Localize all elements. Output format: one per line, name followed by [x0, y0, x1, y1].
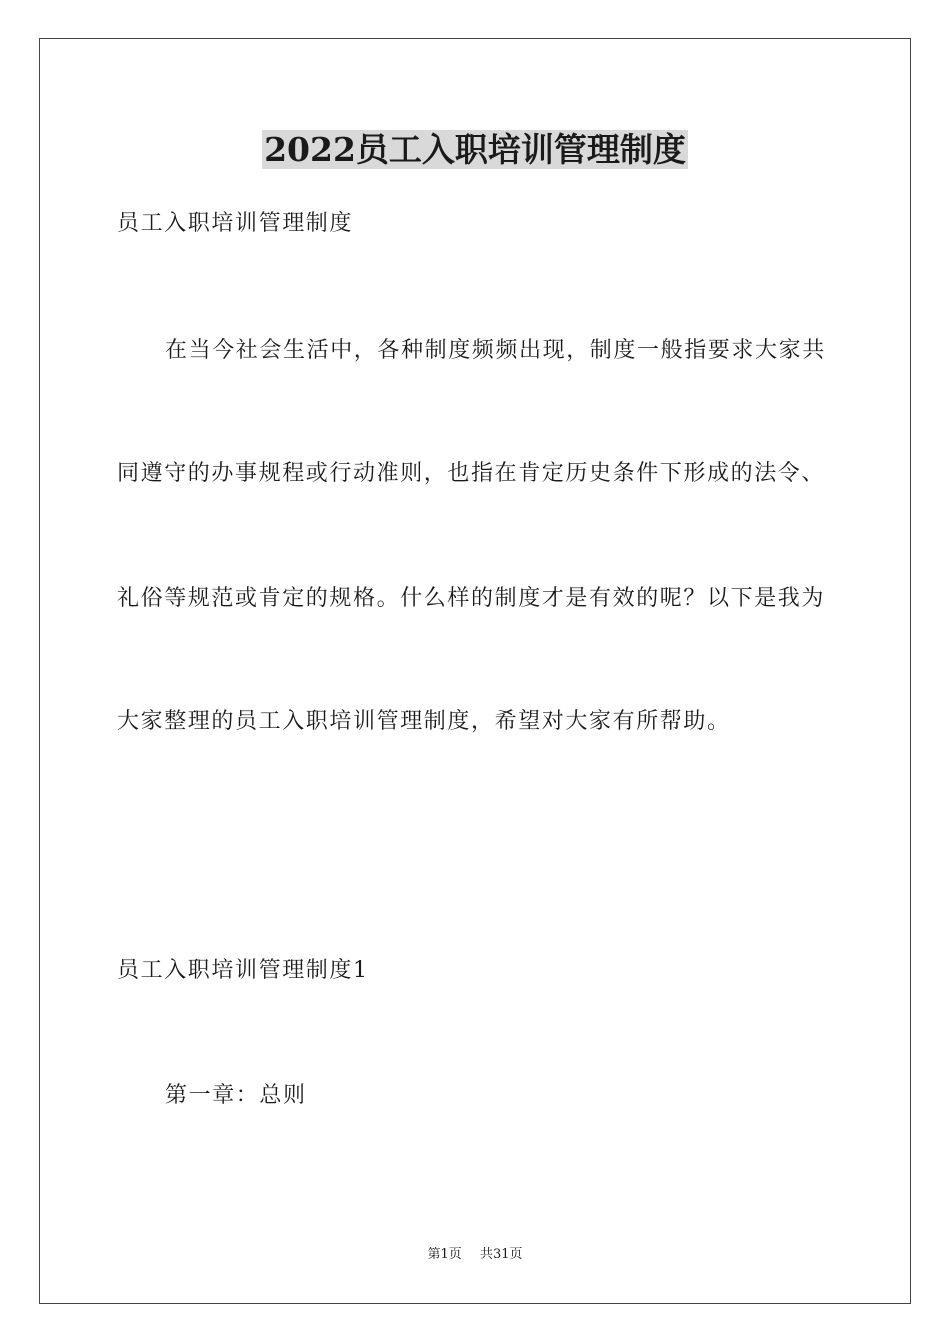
- document-title: [0, 128, 950, 172]
- chapter-heading: 第一章：总则: [165, 1083, 307, 1108]
- intro-line-2: 同遵守的办事规程或行动准则，也指在肯定历史条件下形成的法令、: [117, 461, 826, 486]
- document-title-text: 2022员工入职培训管理制度: [264, 130, 686, 169]
- page-footer: [0, 1246, 950, 1264]
- section-heading: 员工入职培训管理制度1: [117, 958, 369, 983]
- page-number-current: 第1页: [427, 1247, 462, 1262]
- intro-line-4: 大家整理的员工入职培训管理制度，希望对大家有所帮助。: [117, 709, 731, 734]
- intro-line-1: 在当今社会生活中，各种制度频频出现，制度一般指要求大家共: [165, 338, 826, 363]
- intro-line-3: 礼俗等规范或肯定的规格。什么样的制度才是有效的呢？以下是我为: [117, 586, 826, 611]
- page-number-total: 共31页: [479, 1247, 523, 1262]
- document-subtitle: 员工入职培训管理制度: [117, 211, 354, 236]
